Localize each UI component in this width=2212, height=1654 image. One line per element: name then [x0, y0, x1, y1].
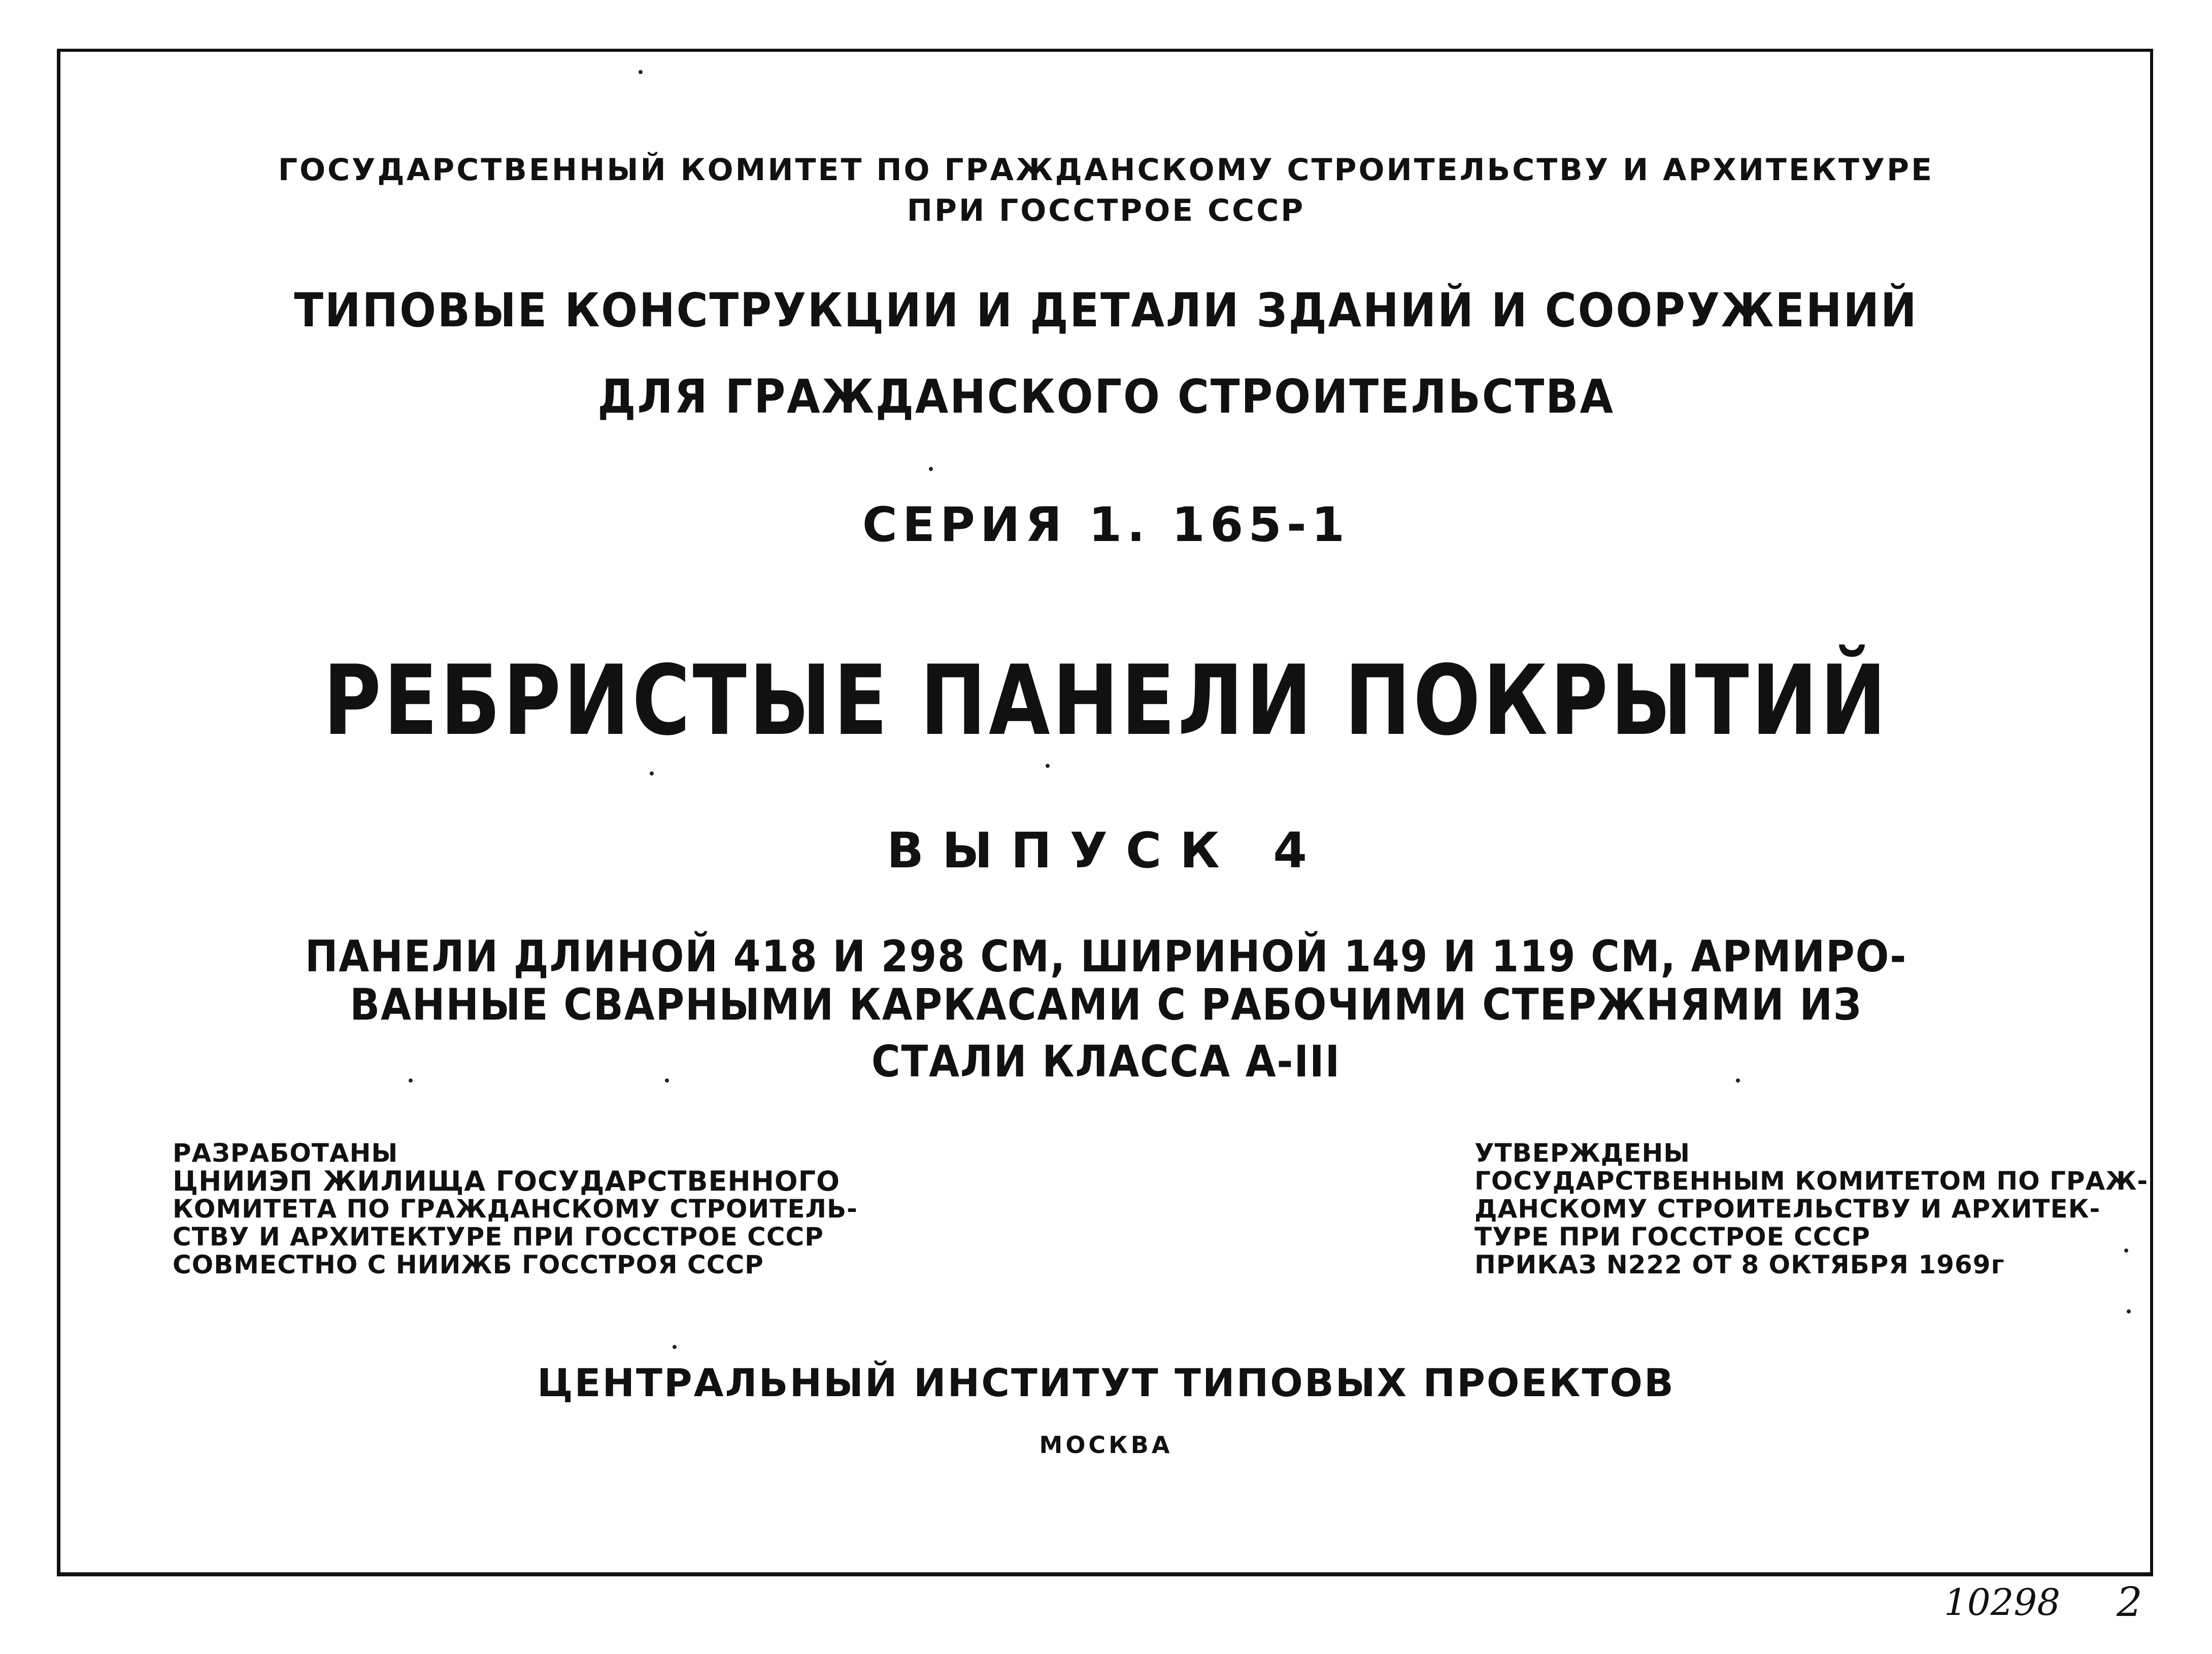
publisher-institute: ЦЕНТРАЛЬНЫЙ ИНСТИТУТ ТИПОВЫХ ПРОЕКТОВ [537, 1360, 1675, 1405]
approved-line-2: ДАНСКОМУ СТРОИТЕЛЬСТВУ И АРХИТЕК- [1474, 1194, 2101, 1224]
description-line-1: ПАНЕЛИ ДЛИНОЙ 418 И 298 СМ, ШИРИНОЙ 149 И 119 СМ, АРМИРО- [305, 931, 1907, 982]
collection-title-line-1: ТИПОВЫЕ КОНСТРУКЦИИ И ДЕТАЛИ ЗДАНИЙ И СООРУЖЕНИЙ [294, 283, 1918, 337]
inventory-number: 10298 [1944, 1581, 2061, 1624]
committee-line-2: ПРИ ГОССТРОЕ СССР [907, 193, 1305, 228]
scan-speck [673, 1345, 677, 1349]
approved-block [1474, 1139, 2148, 1279]
scan-speck [929, 467, 933, 471]
developed-line-4: СОВМЕСТНО С НИИЖБ ГОССТРОЯ СССР [173, 1250, 764, 1279]
approved-heading: УТВЕРЖДЕНЫ [1474, 1138, 1691, 1168]
developed-line-2: КОМИТЕТА ПО ГРАЖДАНСКОМУ СТРОИТЕЛЬ- [173, 1194, 858, 1224]
scan-speck [1046, 764, 1050, 768]
drawing-frame [57, 49, 2153, 1576]
collection-title-line-2: ДЛЯ ГРАЖДАНСКОГО СТРОИТЕЛЬСТВА [597, 369, 1615, 424]
scan-speck [409, 1078, 413, 1083]
scan-speck [2124, 1248, 2128, 1253]
developed-block [173, 1139, 858, 1279]
document-title: РЕБРИСТЫЕ ПАНЕЛИ ПОКРЫТИЙ [323, 645, 1889, 757]
series-number: СЕРИЯ 1. 165-1 [862, 497, 1350, 553]
developed-line-3: СТВУ И АРХИТЕКТУРЕ ПРИ ГОССТРОЕ СССР [173, 1222, 824, 1252]
description-line-2: ВАННЫЕ СВАРНЫМИ КАРКАСАМИ С РАБОЧИМИ СТЕРЖНЯМИ ИЗ [350, 980, 1862, 1030]
description-line-3: СТАЛИ КЛАССА А-III [871, 1036, 1341, 1087]
scan-speck [1736, 1078, 1740, 1083]
approved-line-4: ПРИКАЗ N222 ОТ 8 ОКТЯБРЯ 1969г [1474, 1250, 2005, 1279]
scan-speck [2127, 1309, 2131, 1313]
developed-heading: РАЗРАБОТАНЫ [173, 1138, 398, 1168]
issue-number: ВЫПУСК 4 [886, 822, 1326, 879]
committee-line-1: ГОСУДАРСТВЕННЫЙ КОМИТЕТ ПО ГРАЖДАНСКОМУ СТРОИТЕЛЬСТВУ И АРХИТЕКТУРЕ [278, 152, 1934, 188]
scan-speck [639, 70, 643, 74]
publisher-city: МОСКВА [1039, 1431, 1173, 1459]
scan-speck [650, 771, 654, 775]
approved-line-3: ТУРЕ ПРИ ГОССТРОЕ СССР [1474, 1222, 1870, 1252]
developed-line-1: ЦНИИЭП ЖИЛИЩА ГОСУДАРСТВЕННОГО [173, 1165, 840, 1197]
sheet-number: 2 [2117, 1578, 2142, 1626]
scan-speck [665, 1078, 669, 1083]
approved-line-1: ГОСУДАРСТВЕННЫМ КОМИТЕТОМ ПО ГРАЖ- [1474, 1166, 2149, 1196]
